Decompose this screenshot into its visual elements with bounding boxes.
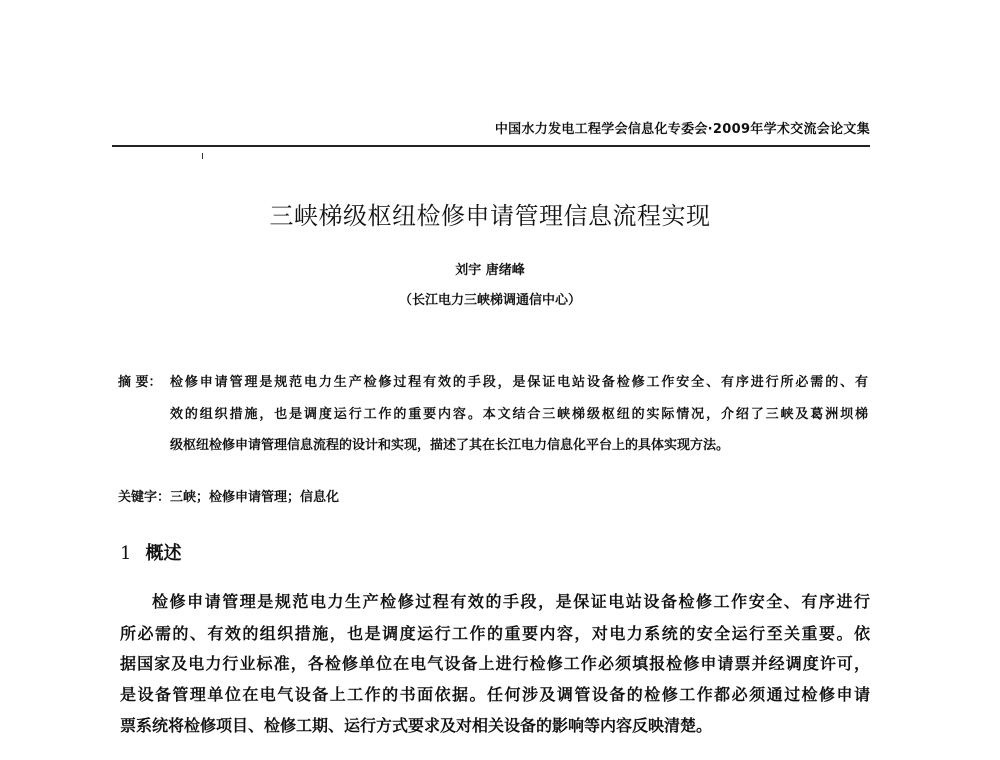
body-line: 票系统将检修项目、检修工期、运行方式要求及对相关设备的影响等内容反映清楚。 — [120, 716, 713, 735]
paper-title: 三峡梯级枢纽检修申请管理信息流程实现 — [269, 202, 711, 230]
section-title: 概述 — [145, 543, 182, 564]
running-header: 中国水力发电工程学会信息化专委会·2009年学术交流会论文集 — [494, 122, 870, 137]
paper-affiliation: （长江电力三峡梯调通信中心） — [398, 293, 581, 308]
body-line: 据国家及电力行业标准，各检修单位在电气设备上进行检修工作必须填报检修申请票并经调度许可， — [120, 654, 870, 673]
body-line: 检修申请管理是规范电力生产检修过程有效的手段，是保证电站设备检修工作安全、有序进行 — [152, 592, 870, 611]
body-line: 是设备管理单位在电气设备上工作的书面依据。任何涉及调管设备的检修工作都必须通过检修申请 — [120, 685, 870, 704]
header-rule — [112, 145, 870, 147]
abstract-label: 摘 要： — [118, 375, 162, 390]
scan-mark — [202, 153, 203, 159]
abstract-line: 检修申请管理是规范电力生产检修过程有效的手段，是保证电站设备检修工作安全、有序进行所必需的、有 — [170, 375, 868, 390]
paper-authors: 刘宇 唐绪峰 — [455, 263, 525, 278]
section-number: 1 — [120, 543, 132, 564]
keywords: 关键字：三峡；检修申请管理；信息化 — [118, 490, 340, 505]
abstract-line: 级枢纽检修申请管理信息流程的设计和实现，描述了其在长江电力信息化平台上的具体实现方法。 — [170, 438, 730, 453]
section-heading — [120, 539, 181, 565]
abstract-line: 效的组织措施，也是调度运行工作的重要内容。本文结合三峡梯级枢纽的实际情况，介绍了三峡及葛洲坝梯 — [170, 407, 868, 422]
body-line: 所必需的、有效的组织措施，也是调度运行工作的重要内容，对电力系统的安全运行至关重要。依 — [120, 624, 870, 643]
